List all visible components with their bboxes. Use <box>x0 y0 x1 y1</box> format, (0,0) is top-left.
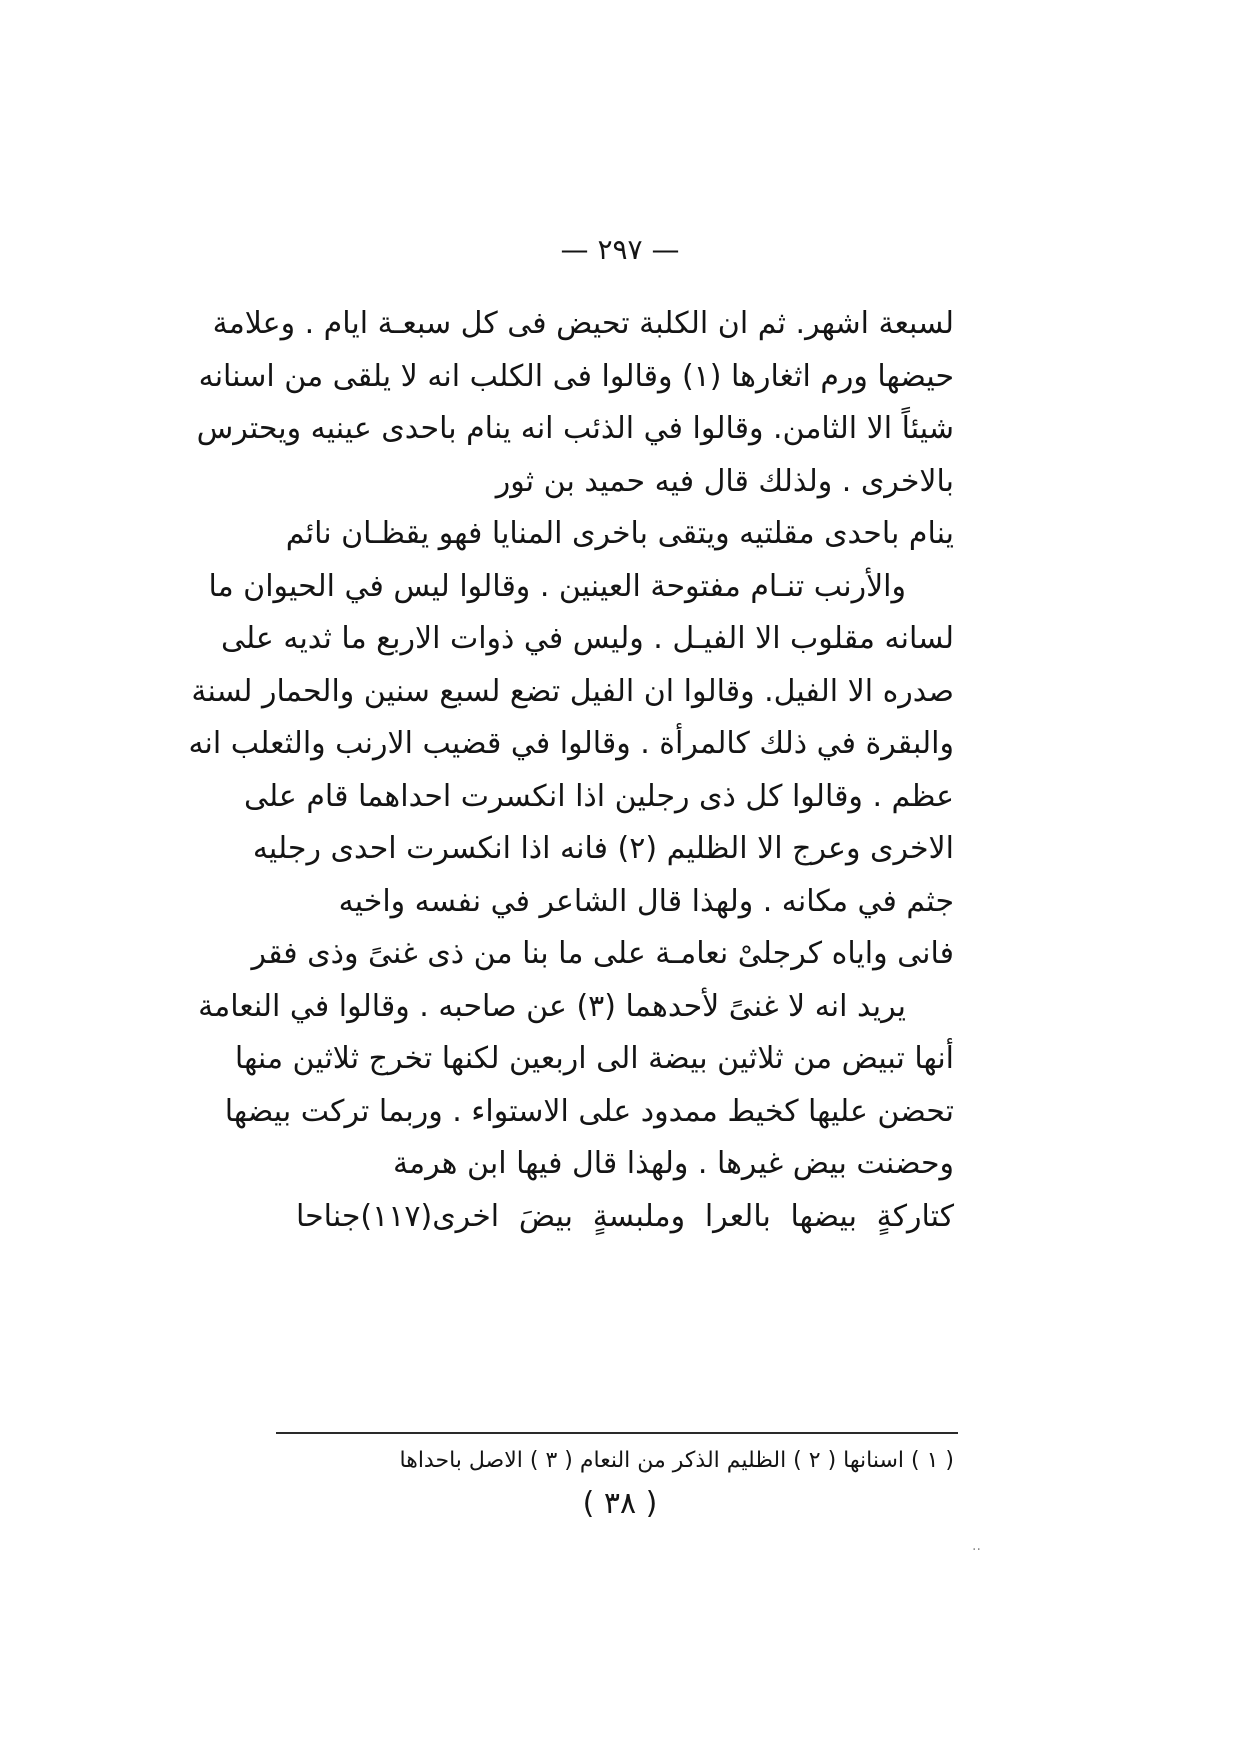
text-line: تحضن عليها كخيط ممدود على الاستواء . وربما تركت بيضها <box>224 1093 954 1129</box>
text-line: صدره الا الفيل. وقالوا ان الفيل تضع لسبع سنين والحمار لسنة <box>191 673 954 709</box>
page-number: — ٢٩٧ — <box>560 233 680 266</box>
text-line: جثم في مكانه . ولهذا قال الشاعر في نفسه واخيه <box>338 883 954 919</box>
text-line: لسبعة اشهر. ثم ان الكلبة تحيض فى كل سبعـة ايام . وعلامة <box>212 306 954 341</box>
body-text <box>188 298 954 1243</box>
text-line: عظم . وقالوا كل ذى رجلين اذا انكسرت احداهما قام على <box>243 778 954 814</box>
footnote-separator <box>276 1432 958 1434</box>
text-line: يريد انه لا غنىً لأحدهما (٣) عن صاحبه . وقالوا في النعامة <box>198 988 906 1024</box>
text-line: والبقرة في ذلك كالمرأة . وقالوا في قضيب الارنب والثعلب انه <box>188 726 954 761</box>
text-line: والأرنب تنـام مفتوحة العينين . وقالوا ليس في الحيوان ما <box>208 568 906 604</box>
verse-line: فانى واياه كرجلىْ نعامـة على ما بنا من ذى غنىً وذى فقر <box>251 936 954 971</box>
text-line: أنها تبيض من ثلاثين بيضة الى اربعين لكنها تخرج ثلاثين منها <box>234 1041 954 1076</box>
footnotes: ( ١ ) اسنانها ( ٢ ) الظليم الذكر من النعام ( ٣ ) الاصل باحداها <box>399 1448 954 1473</box>
text-line: بالاخرى . ولذلك قال فيه حميد بن ثور <box>495 463 954 499</box>
corner-mark: .. <box>972 1538 981 1554</box>
verse-line: كتاركةٍ بيضها بالعرا وملبسةٍ بيضَ اخرى(١١٧)جناحا <box>296 1198 954 1234</box>
signature-mark: ( ٣٨ ) <box>582 1486 658 1521</box>
verse-line: ينام باحدى مقلتيه ويتقى باخرى المنايا فهو يقظـان نائم <box>285 516 954 551</box>
text-line: الاخرى وعرج الا الظليم (٢) فانه اذا انكسرت احدى رجليه <box>252 831 954 866</box>
text-line: وحضنت بيض غيرها . ولهذا قال فيها ابن هرمة <box>392 1146 954 1181</box>
text-line: شيئاً الا الثامن. وقالوا في الذئب انه ينام باحدى عينيه ويحترس <box>196 411 954 446</box>
text-line: لسانه مقلوب الا الفيـل . وليس في ذوات الاربع ما ثديه على <box>220 621 954 656</box>
text-line: حيضها ورم اثغارها (١) وقالوا فى الكلب انه لا يلقى من اسنانه <box>198 358 954 394</box>
